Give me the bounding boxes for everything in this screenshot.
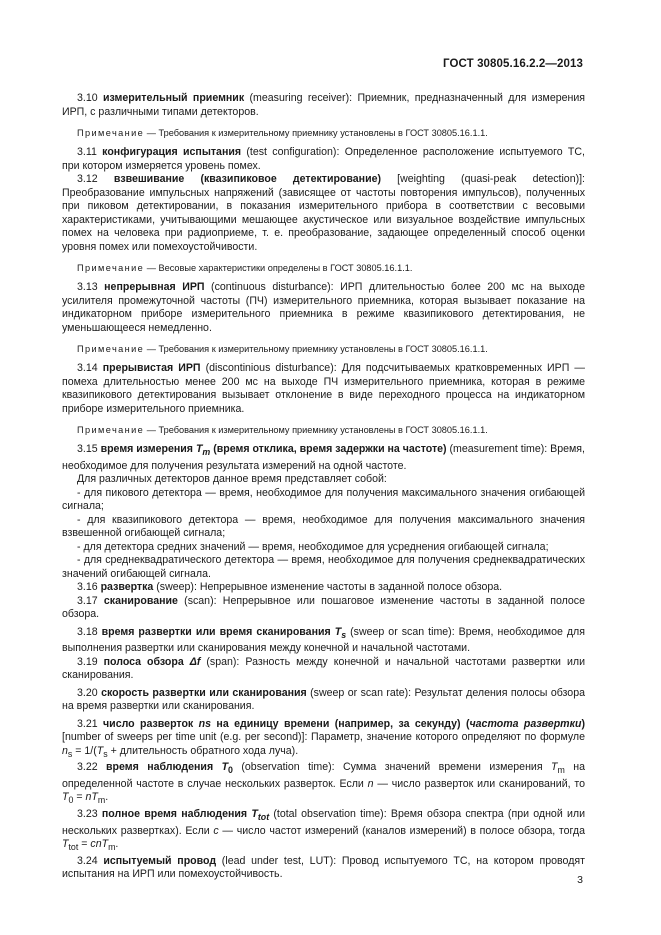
entry-term: прерывистая ИРП	[102, 362, 201, 374]
entry-definition: (test configuration): Определенное расположение испытуемого ТС, при котором измеряется уровень помех.	[62, 146, 585, 172]
entry-definition: (continuous disturbance): ИРП длительностью более 200 мс на выходе усилителя промежуточной частоты (ПЧ) измерительного приемника, которая вызывает показание на индикаторном приборе измерительного приемника в режиме квазипикового детектирования, не уменьшающееся немедленно.	[62, 281, 585, 334]
note: Примечание — Требования к измерительному приемнику установлены в ГОСТ 30805.16.1.1.	[77, 425, 488, 435]
entry-3-23: 3.23 полное время наблюдения $T_{tot}$ (total observation time): Время обзора спектра (при одной или нескольких развертках). Если c — число частот измерений (каналов измерений) в полосе обзора, тогда $T_{tot} = cnT_m$.	[62, 808, 585, 853]
entry-term: непрерывная ИРП	[104, 281, 205, 293]
entry-term: время измерения $T_m$ (время отклика, время задержки на частоте)	[100, 443, 447, 458]
entry-3-21: 3.21 число разверток ns на единицу времени (например, за секунду) (частота развертки) [number of sweeps per time unit (e.g. per second)]: Параметр, значение которого определяют по формуле $n_s = 1/(T_s$ + длительность обратного хода луча).	[62, 717, 585, 759]
entry-3-20: 3.20 скорость развертки или сканирования (sweep or scan rate): Результат деления полосы обзора на время развертки или сканирования.	[62, 686, 585, 713]
entry-term: конфигурация испытания	[102, 146, 242, 158]
entry-term: взвешивание (квазипиковое детектирование)	[113, 173, 381, 185]
entry-definition: [weighting (quasi-peak detection)]: Преобразование импульсных напряжений (зависящее от частоты повторения импульсов), полученных при пиковом детектировании, в показания измерительного прибора в соответствии с весовыми характеристиками, учитывающими мешающее акустическое или визуальное воздействие импульсных помех на человека при радиоприеме, т. е. преобразование, задающее определенный способ оценки уровня помех или помехоустойчивости.	[62, 173, 585, 253]
document-body	[62, 92, 585, 882]
list-item: - для среднеквадратического детектора — время, необходимое для получения среднеквадратических значений огибающей сигнала.	[62, 554, 585, 580]
entry-3-14: 3.14 прерывистая ИРП (discontinious disturbance): Для подсчитываемых кратковременных ИРП — помеха длительностью менее 200 мс на выходе ПЧ измерительного приемника, которая в режиме квазипикового детектирования вызывает отклонение в виде переходного процесса на индикаторном приборе измерительного приемника.	[62, 362, 586, 415]
page-number: 3	[577, 874, 583, 886]
note-text: Требования к измерительному приемнику установлены в ГОСТ 30805.16.1.1.	[158, 344, 488, 354]
document-header: ГОСТ 30805.16.2.2—2013	[443, 58, 583, 70]
note-text: Требования к измерительному приемнику установлены в ГОСТ 30805.16.1.1.	[158, 128, 488, 138]
detector-intro: Для различных детекторов данное время представляет собой:	[77, 473, 387, 486]
entry-3-15: 3.15 время измерения $T_m$ (время отклика, время задержки на частоте) (measurement time): Время, необходимое для получения результата измерений на одной частоте.	[62, 443, 585, 472]
entry-3-19: 3.19 полоса обзора Δf (span): Разность между конечной и начальной частотами развертки или сканирования.	[62, 655, 585, 682]
list-item: - для пикового детектора — время, необходимое для получения максимального значения огибающей сигнала;	[62, 486, 585, 513]
entry-definition: (measurement time): Время, необходимое для получения результата измерений на одной частоте.	[62, 443, 585, 472]
entry-number: 3.10	[77, 92, 98, 104]
entry-definition: (discontinious disturbance): Для подсчитываемых кратковременных ИРП — помеха длительностью менее 200 мс на выходе ПЧ измерительного приемника, которая в режиме квазипикового детектирования вызывает отклонение в виде переходного процесса на индикаторном приборе измерительного приемника.	[62, 362, 586, 415]
entry-3-18: 3.18 время развертки или время сканирования $T_s$ (sweep or scan time): Время, необходимое для выполнения развертки или сканирования между конечной и начальной частотами.	[62, 625, 585, 655]
entry-definition: (measuring receiver): Приемник, предназначенный для измерения ИРП, с различными типами детекторов.	[62, 92, 586, 118]
note-text: Требования к измерительному приемнику установлены в ГОСТ 30805.16.1.1.	[158, 425, 488, 435]
list-item: - для детектора средних значений — время, необходимое для усреднения огибающей сигнала;	[77, 540, 549, 553]
list-item: - для квазипикового детектора — время, необходимое для получения максимального значения взвешенной огибающей сигнала;	[62, 513, 585, 540]
entry-3-11: 3.11 конфигурация испытания (test configuration): Определенное расположение испытуемого ТС, при котором измеряется уровень помех.	[62, 146, 585, 172]
entry-3-13: 3.13 непрерывная ИРП (continuous disturbance): ИРП длительностью более 200 мс на выходе усилителя промежуточной частоты (ПЧ) измерительного приемника, которая вызывает показание на индикаторном приборе измерительного приемника в режиме квазипикового детектирования, не уменьшающееся немедленно.	[62, 281, 585, 334]
note-label: Примечание	[77, 128, 145, 138]
entry-3-12: 3.12 взвешивание (квазипиковое детектирование) [weighting (quasi-peak detection)]: Преобразование импульсных напряжений (зависящее от частоты повторения импульсов), полученных при пиковом детектировании, в показания измерительного прибора в соответствии с весовыми характеристиками, учитывающими мешающее акустическое или визуальное воздействие импульсных помех на человека при радиоприеме, т. е. преобразование, задающее определенный способ оценки уровня помех или помехоустойчивости.	[62, 173, 585, 253]
entry-3-24: 3.24 испытуемый провод (lead under test, LUT): Провод испытуемого ТС, на котором проводят испытания на ИРП или помехоустойчивость.	[62, 854, 585, 881]
entry-3-16: 3.16 развертка (sweep): Непрерывное изменение частоты в заданной полосе обзора.	[77, 581, 503, 594]
note: Примечание — Весовые характеристики определены в ГОСТ 30805.16.1.1.	[77, 263, 413, 273]
note: Примечание — Требования к измерительному приемнику установлены в ГОСТ 30805.16.1.1.	[77, 344, 488, 354]
note-text: Весовые характеристики определены в ГОСТ 30805.16.1.1.	[158, 263, 413, 273]
entry-3-22: 3.22 время наблюдения $T_0$ (observation time): Сумма значений времени измерения $T_m$ на определенной частоте в случае нескольких разверток. Если n — число разверток или сканирований, то $T_0 = nT_m$.	[62, 761, 585, 806]
entry-3-17: 3.17 сканирование (scan): Непрерывное или пошаговое изменение частоты в заданной полосе обзора.	[62, 594, 585, 621]
entry-term: измерительный приемник	[103, 92, 245, 104]
note: Примечание — Требования к измерительному приемнику установлены в ГОСТ 30805.16.1.1.	[77, 128, 488, 138]
entry-3-10	[62, 92, 585, 119]
